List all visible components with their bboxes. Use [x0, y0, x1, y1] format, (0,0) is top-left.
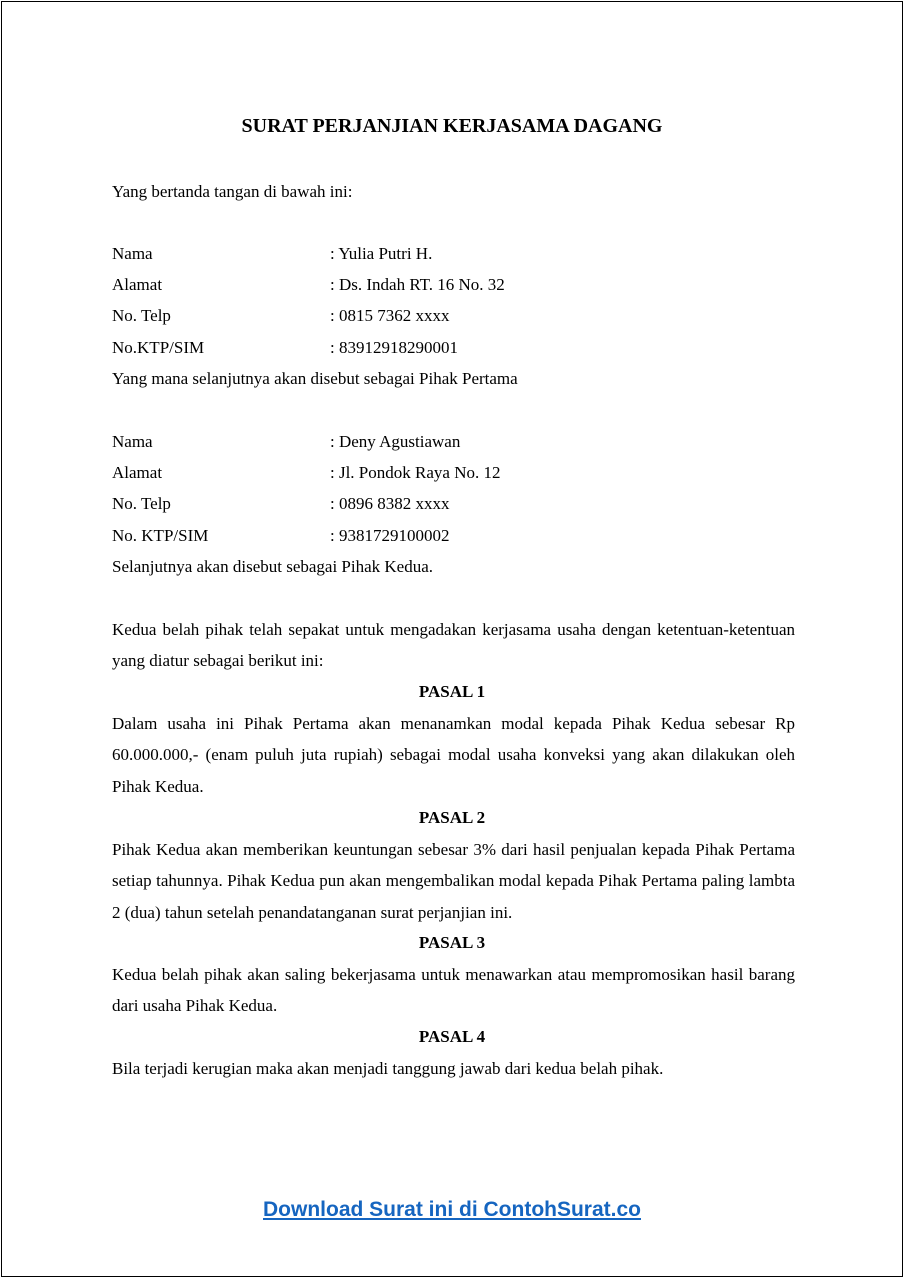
document-title: SURAT PERJANJIAN KERJASAMA DAGANG: [241, 115, 663, 137]
letter-body: [2, 2, 902, 1276]
field-label: Nama: [112, 432, 153, 451]
field-label: Alamat: [112, 463, 163, 482]
article-2-heading: PASAL 2: [418, 808, 486, 827]
field-value: : Ds. Indah RT. 16 No. 32: [330, 275, 505, 294]
field-value: : 83912918290001: [330, 338, 458, 357]
party1-note: Yang mana selanjutnya akan disebut sebagai Pihak Pertama: [112, 369, 518, 388]
field-value: : Deny Agustiawan: [330, 432, 461, 451]
download-link[interactable]: Download Surat ini di ContohSurat.co: [263, 1198, 641, 1221]
field-label: No.KTP/SIM: [112, 338, 205, 357]
article-2-text: Pihak Kedua akan memberikan keuntungan sebesar 3% dari hasil penjualan kepada Pihak Pertama setiap tahunnya. Pihak Kedua pun akan mengembalikan modal kepada Pihak Pertama paling lambta 2 (dua) tahun setelah penandatanganan surat perjanjian ini.: [112, 840, 795, 922]
field-value: : 9381729100002: [330, 526, 450, 545]
article-3-text: Kedua belah pihak akan saling bekerjasama untuk menawarkan atau mempromosikan hasil barang dari usaha Pihak Kedua.: [112, 965, 795, 1016]
field-label: Alamat: [112, 275, 163, 294]
article-1-heading: PASAL 1: [418, 682, 486, 701]
field-value: : Yulia Putri H.: [330, 244, 433, 263]
article-4-text: Bila terjadi kerugian maka akan menjadi tanggung jawab dari kedua belah pihak.: [112, 1059, 664, 1078]
field-value: : 0896 8382 xxxx: [330, 494, 450, 513]
intro-line: Yang bertanda tangan di bawah ini:: [112, 182, 353, 201]
field-label: No. KTP/SIM: [112, 526, 209, 545]
field-label: No. Telp: [112, 306, 171, 325]
agreement-paragraph: Kedua belah pihak telah sepakat untuk mengadakan kerjasama usaha dengan ketentuan-ketentuan yang diatur sebagai berikut ini:: [112, 620, 795, 671]
article-1-text: Dalam usaha ini Pihak Pertama akan menanamkan modal kepada Pihak Kedua sebesar Rp 60.000.000,- (enam puluh juta rupiah) sebagai modal usaha konveksi yang akan dilakukan oleh Pihak Kedua.: [112, 714, 795, 796]
field-value: : Jl. Pondok Raya No. 12: [330, 463, 501, 482]
article-4-heading: PASAL 4: [418, 1027, 486, 1046]
field-label: Nama: [112, 244, 153, 263]
article-3-heading: PASAL 3: [418, 933, 486, 952]
field-label: No. Telp: [112, 494, 171, 513]
field-value: : 0815 7362 xxxx: [330, 306, 450, 325]
document-page: [1, 1, 903, 1277]
party2-note: Selanjutnya akan disebut sebagai Pihak Kedua.: [112, 557, 434, 576]
